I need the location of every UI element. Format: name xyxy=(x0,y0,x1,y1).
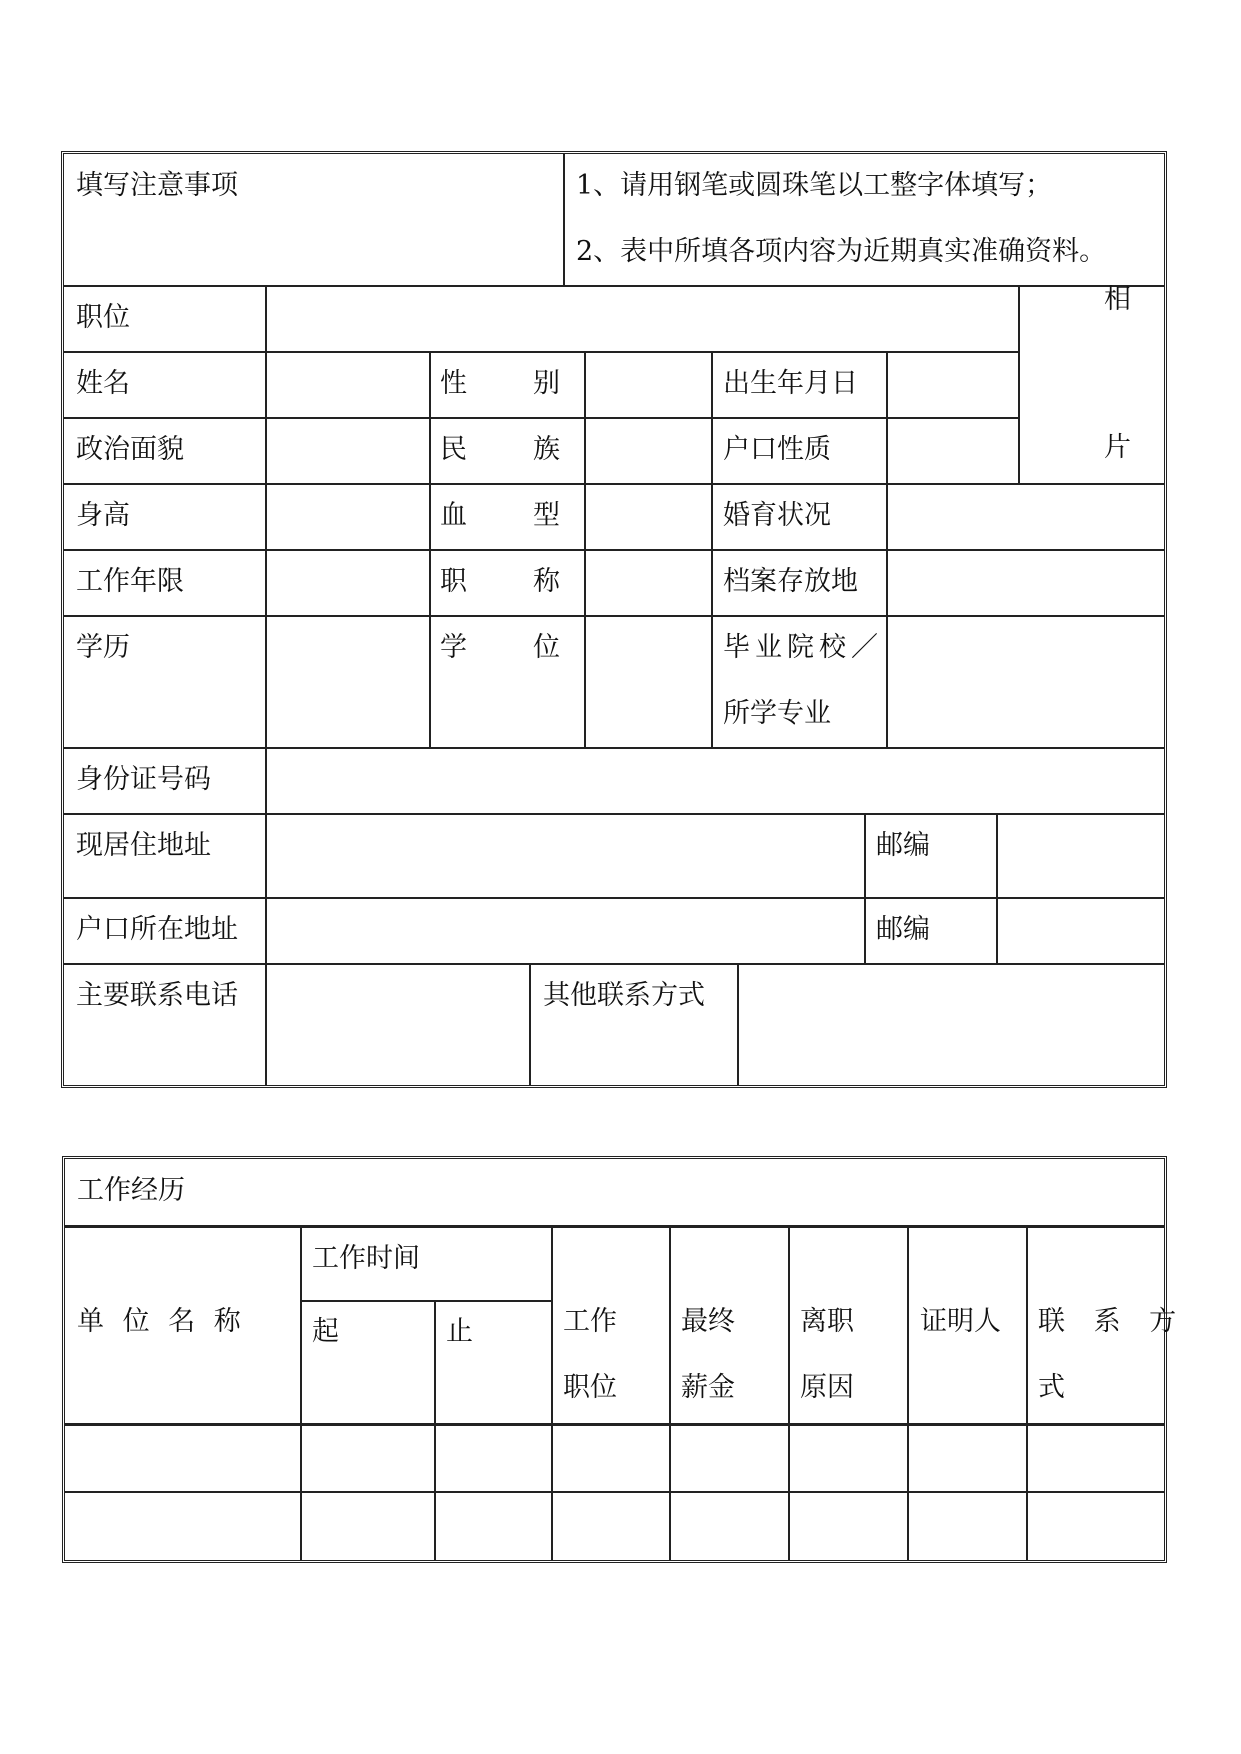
name-field[interactable] xyxy=(268,354,428,416)
gender-label: 性 别 xyxy=(440,368,560,399)
job-title-field[interactable] xyxy=(587,552,710,614)
height-field[interactable] xyxy=(268,486,428,548)
row-1-reference-cell[interactable] xyxy=(909,1426,1026,1491)
notes-label: 填写注意事项 xyxy=(76,170,238,201)
row-divider xyxy=(64,285,1164,287)
row-divider xyxy=(64,549,1164,551)
row-2-company-cell[interactable] xyxy=(65,1493,300,1560)
postcode-label-2: 邮编 xyxy=(876,914,930,945)
birth-date-label: 出生年月日 xyxy=(723,368,858,399)
col-divider xyxy=(864,813,866,963)
row-1-reason-cell[interactable] xyxy=(790,1426,907,1491)
row-divider xyxy=(64,417,1018,419)
salary-header: 最终 xyxy=(681,1306,735,1337)
row-2-to-cell[interactable] xyxy=(436,1493,551,1560)
degree-label: 学 位 xyxy=(440,632,560,663)
position-field[interactable] xyxy=(268,288,1016,350)
row-1-company-cell[interactable] xyxy=(65,1426,300,1491)
photo-label-top: 相 xyxy=(1104,284,1131,315)
id-number-label: 身份证号码 xyxy=(76,764,211,795)
row-divider xyxy=(64,483,1164,485)
col-divider xyxy=(711,351,713,747)
main-phone-field[interactable] xyxy=(268,966,528,1084)
leave-reason-header-2: 原因 xyxy=(800,1372,854,1403)
work-history-table xyxy=(62,1156,1187,1563)
col-divider xyxy=(529,963,531,1085)
marital-status-label: 婚育状况 xyxy=(723,500,831,531)
row-divider xyxy=(64,747,1164,749)
row-1-to-cell[interactable] xyxy=(436,1426,551,1491)
hukou-type-field[interactable] xyxy=(889,420,1017,482)
hukou-type-label: 户口性质 xyxy=(723,434,831,465)
contact-header: 联 系 方 xyxy=(1038,1306,1187,1337)
col-divider xyxy=(737,963,739,1085)
job-title-label: 职 称 xyxy=(440,566,560,597)
row-divider xyxy=(64,813,1164,815)
col-divider xyxy=(886,351,888,747)
other-contact-label: 其他联系方式 xyxy=(543,980,705,1011)
hukou-address-label: 户口所在地址 xyxy=(76,914,238,945)
photo-label-bottom: 片 xyxy=(1104,432,1131,463)
row-divider xyxy=(65,1225,1164,1228)
ethnicity-field[interactable] xyxy=(587,420,710,482)
years-of-work-field[interactable] xyxy=(268,552,428,614)
archive-location-field[interactable] xyxy=(889,552,1161,614)
archive-location-label: 档案存放地 xyxy=(723,566,858,597)
note-line-1: 1、请用钢笔或圆珠笔以工整字体填写； xyxy=(576,170,1053,201)
id-number-field[interactable] xyxy=(268,750,1161,812)
col-divider xyxy=(265,285,267,1085)
row-divider xyxy=(64,897,1164,899)
row-2-from-cell[interactable] xyxy=(302,1493,434,1560)
school-major-field[interactable] xyxy=(889,618,1161,746)
postcode-field-2[interactable] xyxy=(999,900,1161,962)
note-line-2: 2、表中所填各项内容为近期真实准确资料。 xyxy=(576,236,1107,267)
current-address-label: 现居住地址 xyxy=(76,830,211,861)
reference-header: 证明人 xyxy=(920,1306,1001,1337)
row-1-from-cell[interactable] xyxy=(302,1426,434,1491)
row-2-contact-cell[interactable] xyxy=(1028,1493,1164,1560)
from-header: 起 xyxy=(312,1316,339,1347)
postcode-label: 邮编 xyxy=(876,830,930,861)
col-divider xyxy=(1018,285,1020,483)
contact-header-2: 式 xyxy=(1038,1372,1065,1403)
ethnicity-label: 民 族 xyxy=(440,434,560,465)
row-1-position-cell[interactable] xyxy=(553,1426,669,1491)
hukou-address-field[interactable] xyxy=(268,900,863,962)
col-divider xyxy=(996,813,998,963)
work-history-title: 工作经历 xyxy=(77,1175,185,1206)
row-1-salary-cell[interactable] xyxy=(671,1426,788,1491)
degree-field[interactable] xyxy=(587,618,710,746)
row-divider xyxy=(64,351,1018,353)
row-divider xyxy=(64,963,1164,965)
education-label: 学历 xyxy=(76,632,130,663)
row-1-contact-cell[interactable] xyxy=(1028,1426,1164,1491)
col-divider xyxy=(429,351,431,747)
school-label: 毕业院校／ xyxy=(723,632,883,663)
to-header: 止 xyxy=(446,1316,473,1347)
blood-type-field[interactable] xyxy=(587,486,710,548)
birth-date-field[interactable] xyxy=(889,354,1017,416)
other-contact-field[interactable] xyxy=(740,966,1161,1084)
row-2-position-cell[interactable] xyxy=(553,1493,669,1560)
marital-status-field[interactable] xyxy=(889,486,1161,548)
postcode-field[interactable] xyxy=(999,816,1161,896)
position-header: 工作 xyxy=(563,1306,617,1337)
height-label: 身高 xyxy=(76,500,130,531)
political-status-field[interactable] xyxy=(268,420,428,482)
work-time-header: 工作时间 xyxy=(312,1243,420,1274)
photo-box[interactable] xyxy=(1021,288,1161,482)
col-divider xyxy=(584,351,586,747)
position-label: 职位 xyxy=(76,302,130,333)
political-status-label: 政治面貌 xyxy=(76,434,184,465)
gender-field[interactable] xyxy=(587,354,710,416)
row-divider xyxy=(64,615,1164,617)
education-field[interactable] xyxy=(268,618,428,746)
row-divider xyxy=(300,1300,551,1302)
main-phone-label: 主要联系电话 xyxy=(76,980,238,1011)
current-address-field[interactable] xyxy=(268,816,863,896)
name-label: 姓名 xyxy=(76,368,130,399)
blood-type-label: 血 型 xyxy=(440,500,560,531)
company-header: 单 位 名 称 xyxy=(77,1306,246,1337)
years-of-work-label: 工作年限 xyxy=(76,566,184,597)
row-2-reason-cell[interactable] xyxy=(790,1493,907,1560)
leave-reason-header: 离职 xyxy=(800,1306,854,1337)
row-2-salary-cell[interactable] xyxy=(671,1493,788,1560)
position-header-2: 职位 xyxy=(563,1372,617,1403)
salary-header-2: 薪金 xyxy=(681,1372,735,1403)
major-label: 所学专业 xyxy=(723,698,831,729)
row-2-reference-cell[interactable] xyxy=(909,1493,1026,1560)
col-divider xyxy=(563,154,565,285)
application-form xyxy=(61,151,1167,1088)
